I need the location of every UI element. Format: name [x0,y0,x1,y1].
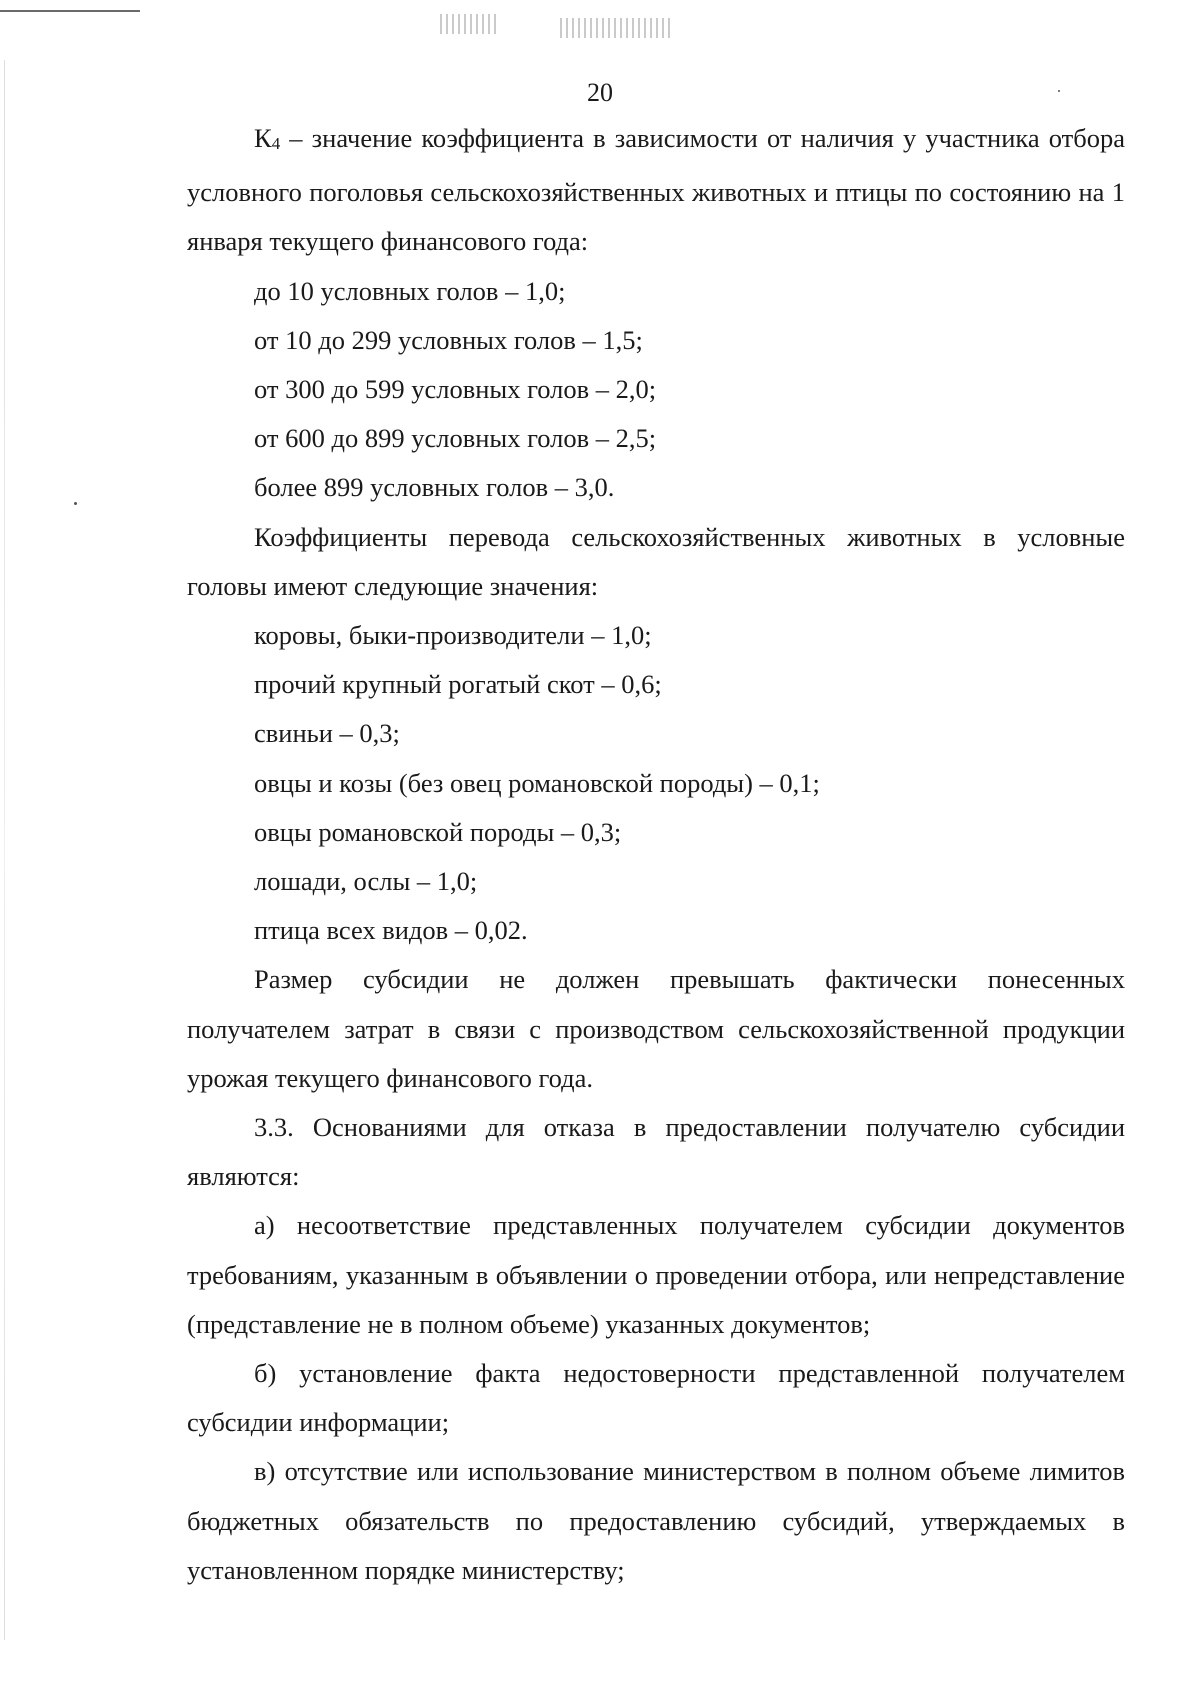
section-3-3-heading: 3.3. Основаниями для отказа в предоставлении получателю субсидии являются: [187,1112,1125,1192]
scan-artifact-noise [440,14,500,34]
conversion-intro: Коэффициенты перевода сельскохозяйственных животных в условные головы имеют следующие значения: [187,521,1125,601]
conversion-value-item: прочий крупный рогатый скот – 0,6; [254,669,662,700]
refusal-item-v: в) отсутствие или использование министерством в полном объеме лимитов бюджетных обязательств по предоставлению субсидий, утверждаемых в установленном порядке министерству; [187,1456,1125,1585]
k4-value-item: от 600 до 899 условных голов – 2,5; [254,423,657,454]
scan-artifact-line [0,10,140,12]
conversion-value-item: овцы и козы (без овец романовской породы) – 0,1; [254,767,820,798]
scan-artifact-edge [4,60,5,1640]
k4-value-item: до 10 условных голов – 1,0; [254,275,566,306]
refusal-item-a: а) несоответствие представленных получателем субсидии документов требованиям, указанным в объявлении о проведении отбора, или непредставление (представление не в полном объеме) указанных документов; [187,1210,1125,1339]
k4-value-item: от 10 до 299 условных голов – 1,5; [254,324,643,355]
subsidy-limit-paragraph: Размер субсидии не должен превышать фактически понесенных получателем затрат в связи с производством сельскохозяйственной продукции урожая текущего финансового года. [187,964,1125,1093]
conversion-value-item: коровы, быки-производители – 1,0; [254,620,652,651]
k4-value-item: от 300 до 599 условных голов – 2,0; [254,374,657,405]
document-body [187,114,1125,1595]
conversion-value-item: лошади, ослы – 1,0; [254,866,478,897]
refusal-item-b: б) установление факта недостоверности представленной получателем субсидии информации; [187,1358,1125,1438]
conversion-value-item: птица всех видов – 0,02. [254,915,528,946]
conversion-value-item: овцы романовской породы – 0,3; [254,816,622,847]
scan-artifact-noise [560,18,670,38]
k4-definition [187,114,1125,267]
k4-subscript: 4 [271,134,281,153]
k4-definition-text: – значение коэффициента в зависимости от наличия у участника отбора условного поголовья сельскохозяйственных животных и птицы по состоянию на 1 января текущего финансового года: [187,123,1125,257]
k4-value-item: более 899 условных голов – 3,0. [254,472,615,503]
scan-artifact-dot [74,502,77,505]
conversion-value-item: свиньи – 0,3; [254,718,400,749]
k4-symbol: К [254,123,272,153]
page-number: 20 [587,78,613,107]
